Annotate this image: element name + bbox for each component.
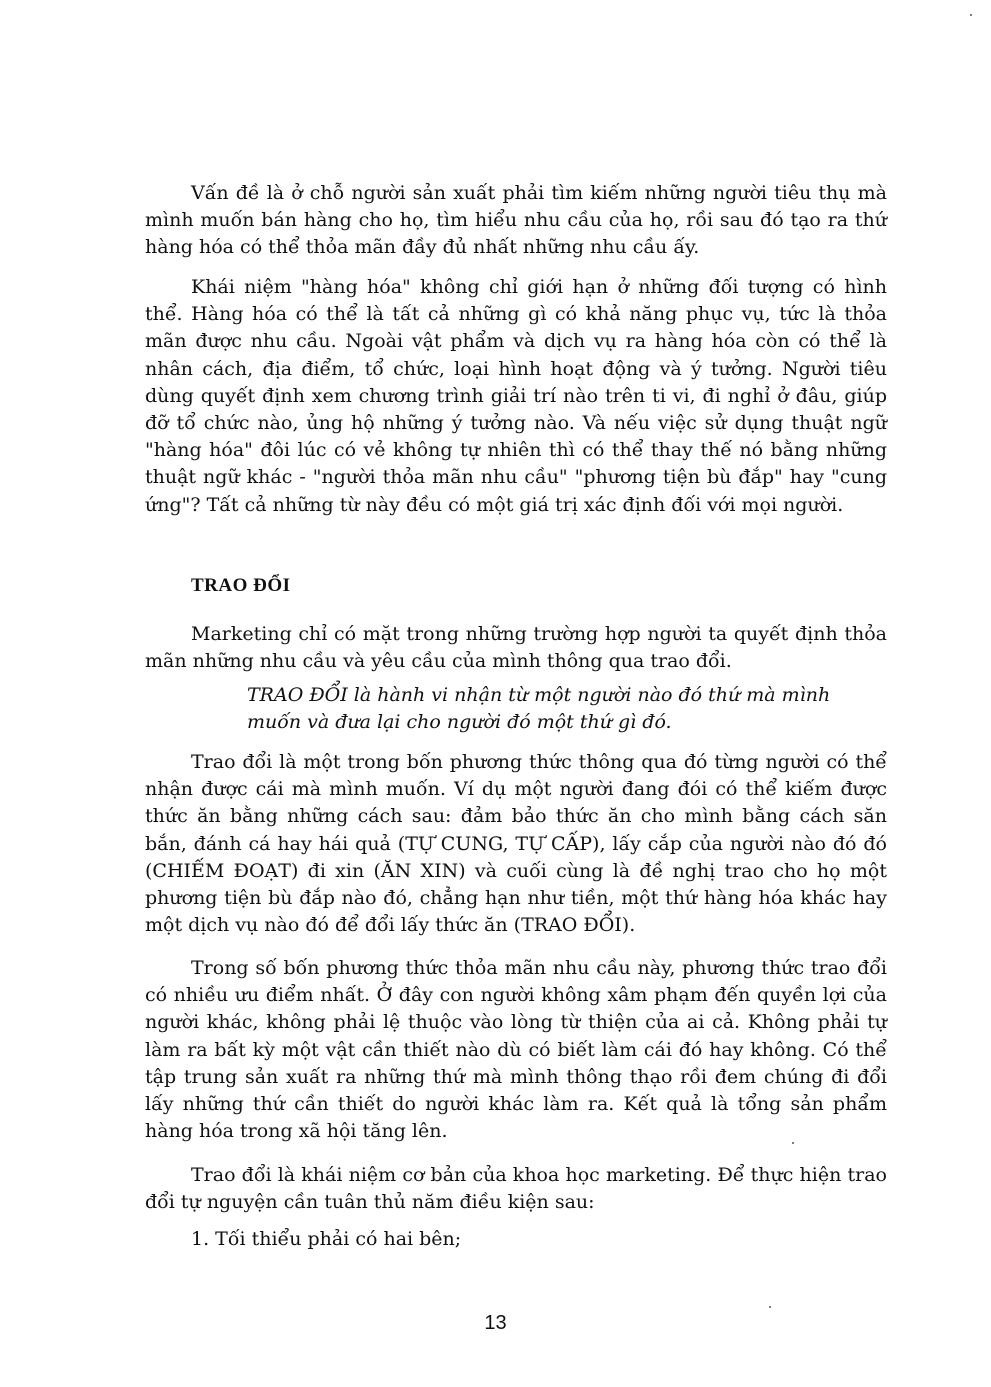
scan-speck — [792, 1142, 794, 1144]
page-number: 13 — [484, 1312, 507, 1334]
section-heading-trao-doi: TRAO ĐỔI — [191, 575, 291, 596]
definition-trao-doi: TRAO ĐỔI là hành vi nhận từ một người nào đó thứ mà mình muốn và đưa lại cho người đó một thứ gì đó. — [247, 684, 831, 733]
paragraph-producer-needs: Vấn đề là ở chỗ người sản xuất phải tìm kiếm những người tiêu thụ mà mình muốn bán hàng cho họ, tìm hiểu nhu cầu của họ, rồi sau đó tạo ra thứ hàng hóa có thể thỏa mãn đầy đủ nhất những nhu cầu ấy. — [145, 182, 887, 259]
paragraph-exchange-advantages: Trong số bốn phương thức thỏa mãn nhu cầu này, phương thức trao đổi có nhiều ưu điểm nhất. Ở đây con người không xâm phạm đến quyền lợi của người khác, không phải lệ thuộc vào lòng từ thiện của ai cả. Không phải tự làm ra bất kỳ một vật cần thiết nào dù có biết làm cái đó hay không. Có thể tập trung sản xuất ra những thứ mà mình thông thạo rồi đem chúng đi đổi lấy những thứ cần thiết do người khác làm ra. Kết quả là tổng sản phẩm hàng hóa trong xã hội tăng lên. — [145, 957, 887, 1143]
scan-speck — [970, 14, 972, 16]
paragraph-four-methods: Trao đổi là một trong bốn phương thức thông qua đó từng người có thể nhận được cái mà mình muốn. Ví dụ một người đang đói có thể kiếm được thức ăn bằng những cách sau: đảm bảo thức ăn cho mình bằng cách săn bắn, đánh cá hay hái quả (TỰ CUNG, TỰ CẤP), lấy cắp của người nào đó đó (CHIẾM ĐOẠT) đi xin (ĂN XIN) và cuối cùng là đề nghị trao cho họ một phương tiện bù đắp nào đó, chẳng hạn như tiền, một thứ hàng hóa khác hay một dịch vụ nào đó để đổi lấy thức ăn (TRAO ĐỔI). — [145, 751, 887, 937]
paragraph-goods-concept: Khái niệm "hàng hóa" không chỉ giới hạn ở những đối tượng có hình thể. Hàng hóa có thể là tất cả những gì có khả năng phục vụ, tức là thỏa mãn được nhu cầu. Ngoài vật phẩm và dịch vụ ra hàng hóa còn có thể là nhân cách, địa điểm, tổ chức, loại hình hoạt động và ý tưởng. Người tiêu dùng quyết định xem chương trình giải trí nào trên ti vi, đi nghỉ ở đâu, giúp đỡ tổ chức nào, ủng hộ những ý tưởng nào. Và nếu việc sử dụng thuật ngữ "hàng hóa" đôi lúc có vẻ không tự nhiên thì có thể thay thế nó bằng những thuật ngữ khác - "người thỏa mãn nhu cầu" "phương tiện bù đắp" hay "cung ứng"? Tất cả những từ này đều có một giá trị xác định đối với mọi người. — [145, 276, 887, 516]
list-item: 1. Tối thiểu phải có hai bên; — [191, 1228, 462, 1250]
paragraph-marketing-intro: Marketing chỉ có mặt trong những trường hợp người ta quyết định thỏa mãn những nhu cầu và yêu cầu của mình thông qua trao đổi. — [145, 623, 887, 673]
scan-speck — [769, 1306, 771, 1308]
paragraph-exchange-conditions: Trao đổi là khái niệm cơ bản của khoa học marketing. Để thực hiện trao đổi tự nguyện cần tuân thủ năm điều kiện sau: — [145, 1164, 887, 1214]
